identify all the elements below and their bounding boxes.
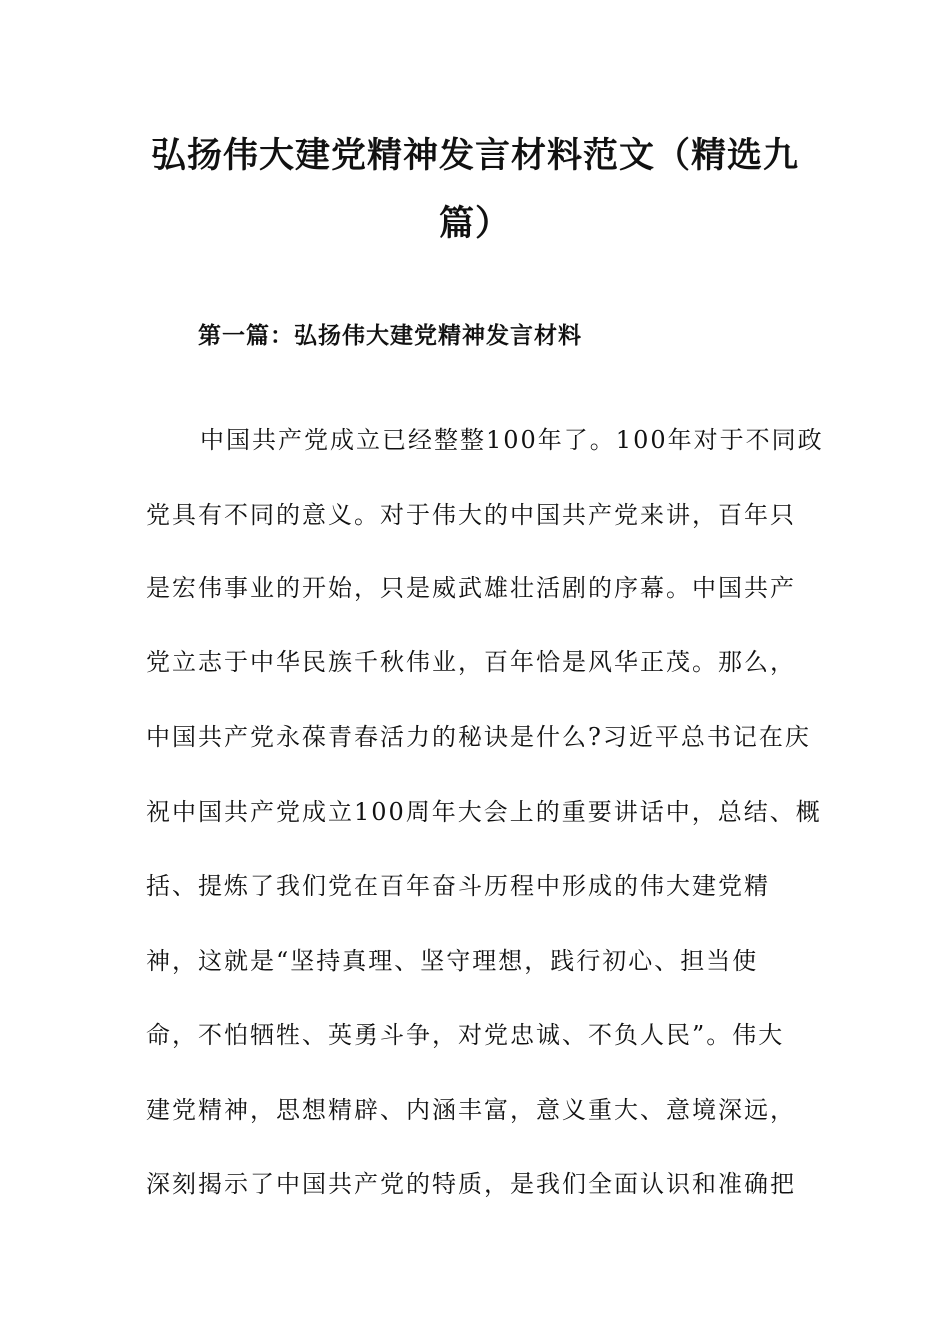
body-line: 中国共产党永葆青春活力的秘诀是什么?习近平总书记在庆 (146, 723, 811, 751)
body-line: 祝中国共产党成立100周年大会上的重要讲话中，总结、概 (146, 798, 822, 826)
body-line: 深刻揭示了中国共产党的特质，是我们全面认识和准确把 (146, 1170, 796, 1198)
body-line: 命，不怕牺牲、英勇斗争，对党忠诚、不负人民”。伟大 (146, 1021, 785, 1049)
body-line: 神，这就是“坚持真理、坚守理想，践行初心、担当使 (146, 947, 759, 975)
body-line: 中国共产党成立已经整整100年了。100年对于不同政 (200, 426, 824, 454)
body-line: 党立志于中华民族千秋伟业，百年恰是风华正茂。那么， (146, 648, 796, 676)
body-line: 是宏伟事业的开始，只是威武雄壮活剧的序幕。中国共产 (146, 574, 796, 602)
body-line: 党具有不同的意义。对于伟大的中国共产党来讲，百年只 (146, 501, 796, 529)
document-title: 弘扬伟大建党精神发言材料范文（精选九篇） (150, 136, 799, 244)
body-line: 建党精神，思想精辟、内涵丰富，意义重大、意境深远， (146, 1096, 796, 1124)
body-line: 括、提炼了我们党在百年奋斗历程中形成的伟大建党精 (146, 872, 770, 900)
section-heading: 第一篇：弘扬伟大建党精神发言材料 (198, 323, 582, 349)
